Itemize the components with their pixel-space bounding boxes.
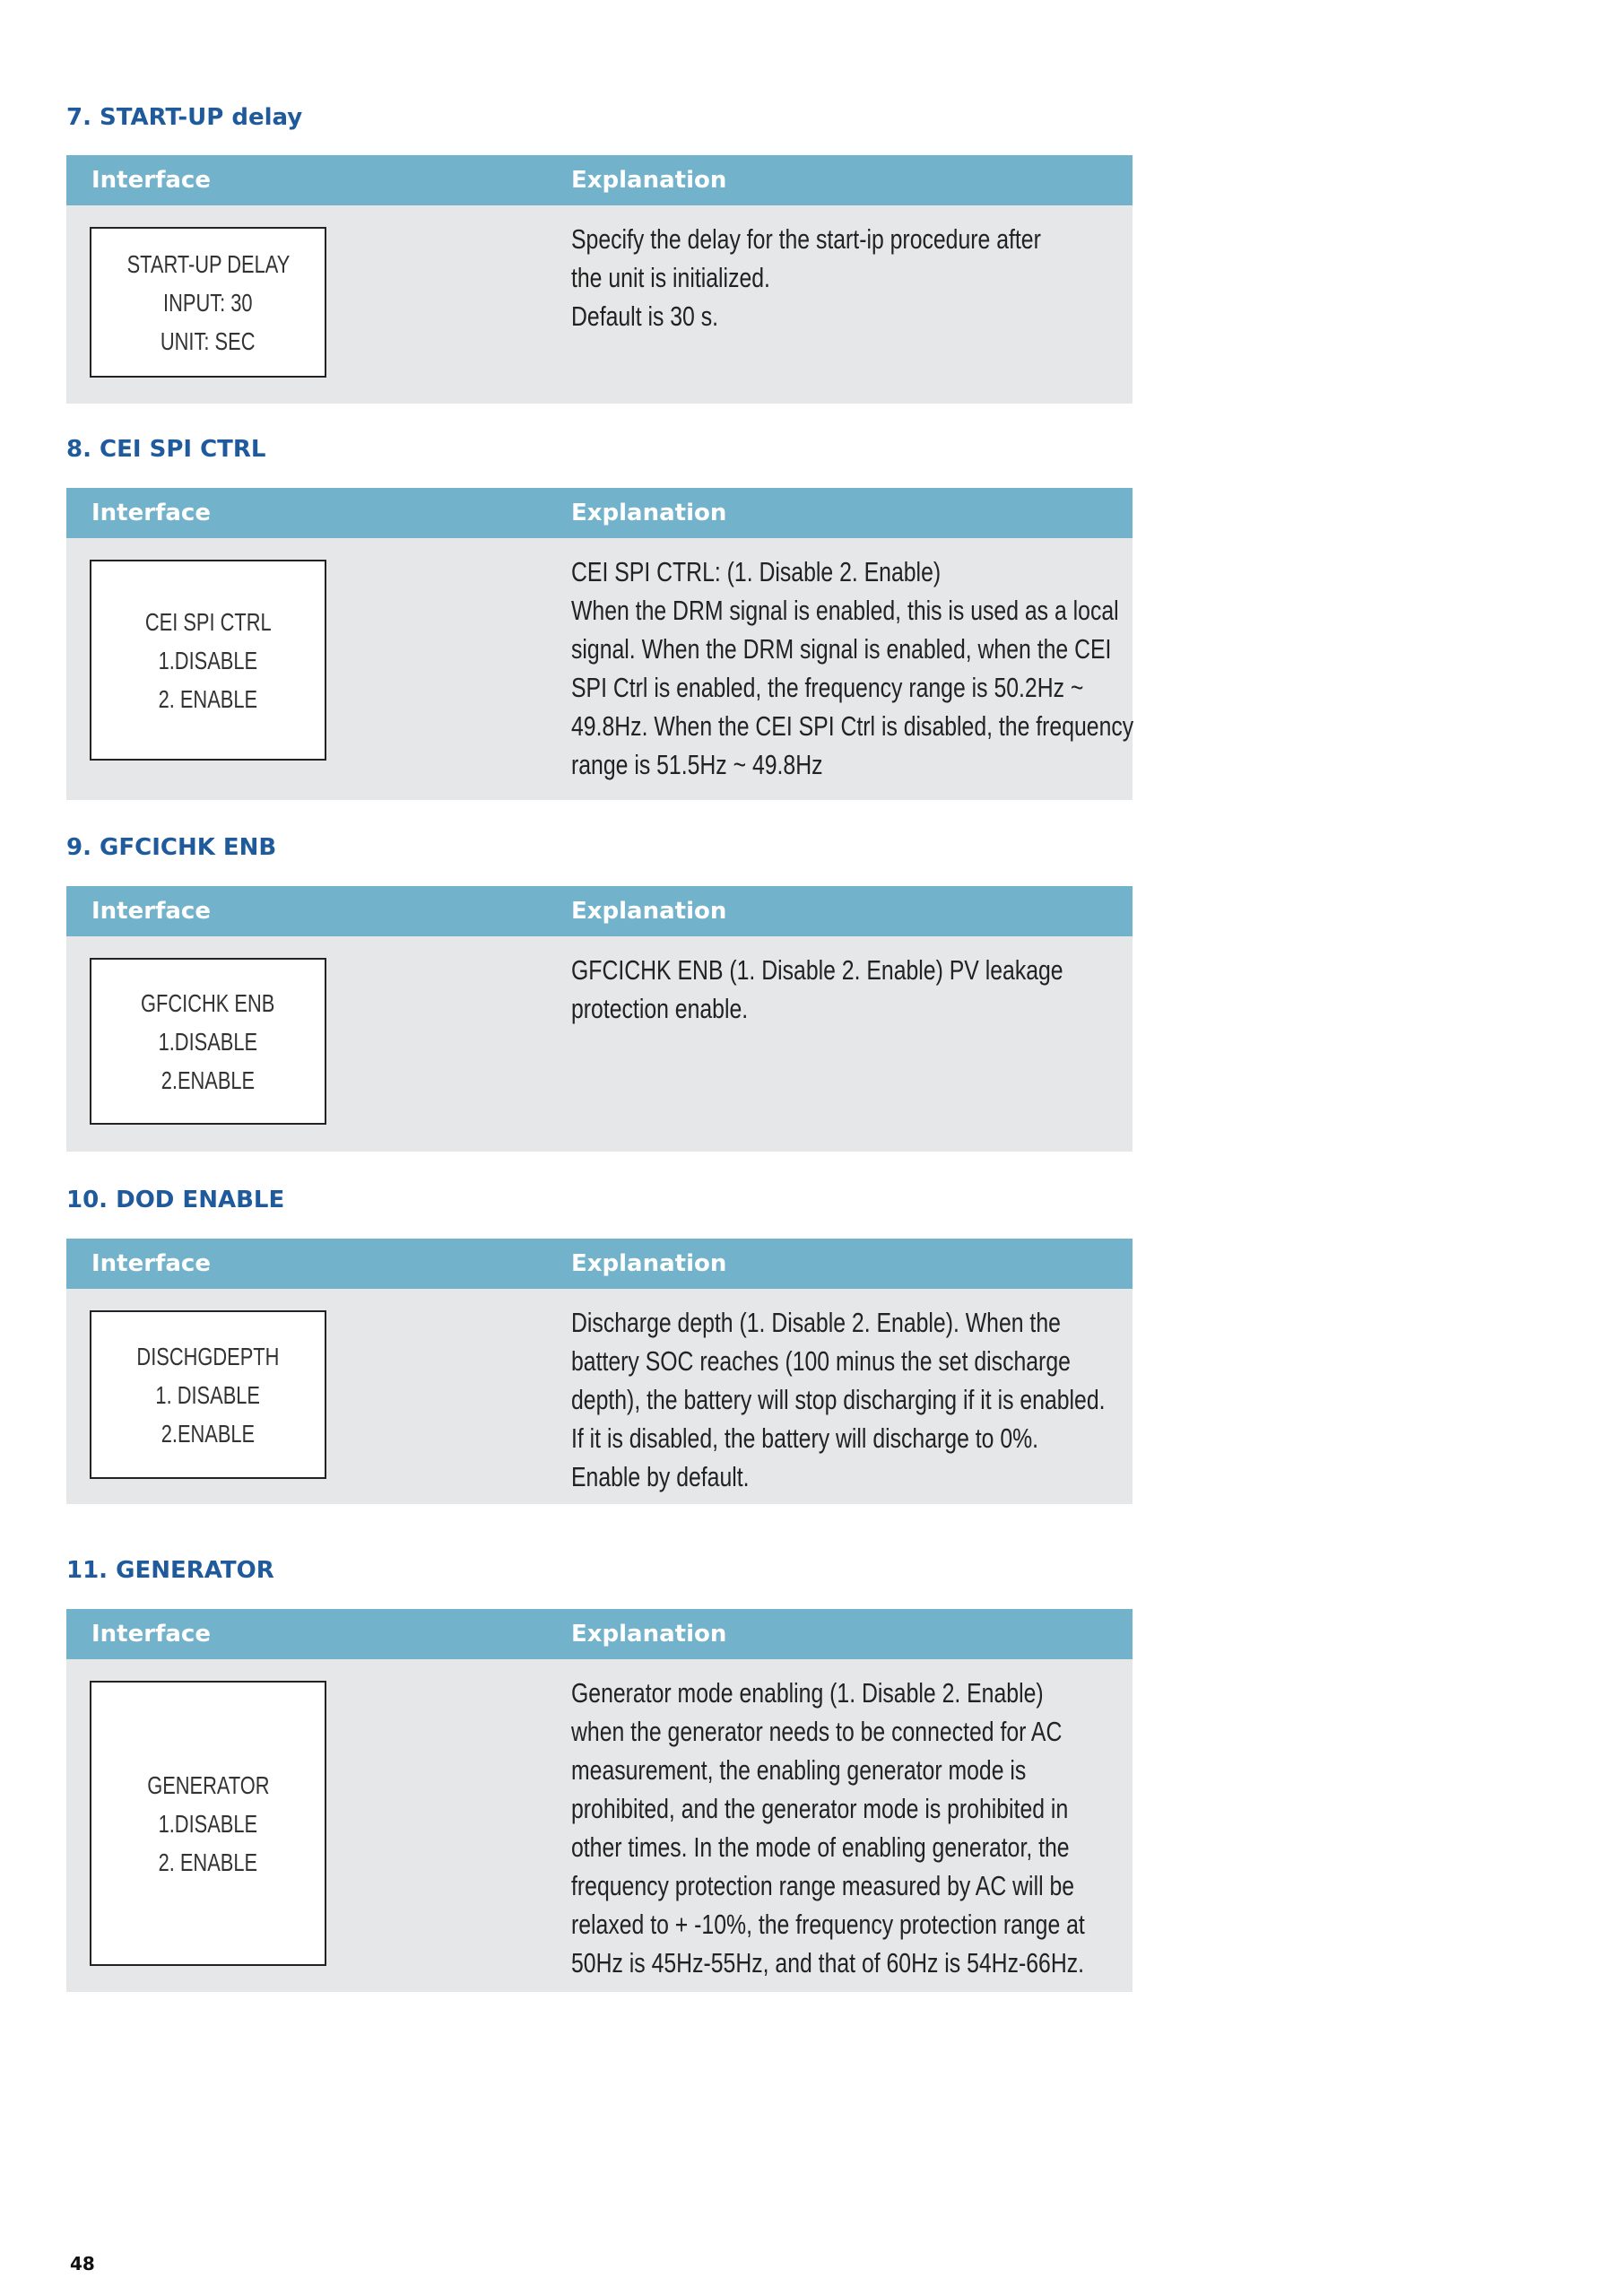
explanation-line: Default is 30 s.	[571, 300, 719, 332]
explanation-text	[571, 220, 1145, 335]
table-header	[66, 155, 1133, 205]
screen-line: 1.DISABLE	[158, 1027, 258, 1056]
explanation-header: Explanation	[571, 898, 727, 925]
table-header	[66, 1609, 1133, 1659]
section-title-cei-spi-ctrl: 8. CEI SPI CTRL	[66, 436, 266, 463]
screen-line: 2. ENABLE	[158, 684, 258, 713]
screen-line: 1.DISABLE	[158, 646, 258, 674]
explanation-text	[571, 1303, 1145, 1496]
explanation-line: other times. In the mode of enabling generator, the	[571, 1831, 1070, 1863]
table-body	[66, 936, 1133, 1152]
section-title-startup-delay: 7. START-UP delay	[66, 104, 303, 131]
explanation-line: signal. When the DRM signal is enabled, when the CEI	[571, 633, 1112, 665]
explanation-header: Explanation	[571, 500, 727, 526]
screen-line: 1. DISABLE	[155, 1380, 261, 1409]
generator-table	[66, 1609, 1133, 1992]
startup-delay-table	[66, 155, 1133, 404]
explanation-line: the unit is initialized.	[571, 262, 770, 293]
screen-line: 1.DISABLE	[158, 1809, 258, 1838]
lcd-screen	[90, 958, 326, 1125]
page-number: 48	[70, 2253, 95, 2274]
interface-header: Interface	[91, 500, 211, 526]
explanation-header: Explanation	[571, 1621, 727, 1648]
explanation-text	[571, 552, 1145, 784]
explanation-line: When the DRM signal is enabled, this is used as a local	[571, 595, 1119, 626]
explanation-text	[571, 1674, 1145, 1982]
interface-header: Interface	[91, 1250, 211, 1277]
interface-header: Interface	[91, 167, 211, 194]
explanation-line: frequency protection range measured by AC will be	[571, 1870, 1075, 1901]
interface-header: Interface	[91, 898, 211, 925]
explanation-line: CEI SPI CTRL: (1. Disable 2. Enable)	[571, 556, 942, 587]
explanation-line: when the generator needs to be connected for AC	[571, 1716, 1063, 1747]
screen-line: GFCICHK ENB	[141, 988, 275, 1017]
explanation-line: battery SOC reaches (100 minus the set discharge	[571, 1345, 1071, 1377]
explanation-line: Specify the delay for the start-ip procedure after	[571, 223, 1041, 255]
dod-enable-table	[66, 1239, 1133, 1504]
interface-header: Interface	[91, 1621, 211, 1648]
section-title-generator: 11. GENERATOR	[66, 1557, 274, 1584]
explanation-line: 50Hz is 45Hz-55Hz, and that of 60Hz is 54Hz-66Hz.	[571, 1947, 1085, 1979]
table-body	[66, 1289, 1133, 1504]
table-body	[66, 1659, 1133, 1992]
explanation-header: Explanation	[571, 1250, 727, 1277]
explanation-line: range is 51.5Hz ~ 49.8Hz	[571, 749, 823, 780]
explanation-line: prohibited, and the generator mode is prohibited in	[571, 1793, 1069, 1824]
explanation-line: GFCICHK ENB (1. Disable 2. Enable) PV leakage	[571, 954, 1063, 986]
screen-line: 2.ENABLE	[161, 1419, 256, 1448]
explanation-line: Enable by default.	[571, 1461, 750, 1492]
explanation-line: depth), the battery will stop discharging if it is enabled.	[571, 1384, 1106, 1415]
lcd-screen	[90, 227, 326, 378]
screen-line: CEI SPI CTRL	[144, 607, 272, 636]
screen-line: INPUT: 30	[163, 288, 253, 317]
screen-line: 2. ENABLE	[158, 1848, 258, 1876]
explanation-line: protection enable.	[571, 993, 749, 1024]
table-body	[66, 205, 1133, 404]
screen-line: 2.ENABLE	[161, 1065, 256, 1094]
table-header	[66, 488, 1133, 538]
table-header	[66, 1239, 1133, 1289]
explanation-line: 49.8Hz. When the CEI SPI Ctrl is disabled, the frequency	[571, 710, 1134, 742]
explanation-line: SPI Ctrl is enabled, the frequency range is 50.2Hz ~	[571, 672, 1084, 703]
screen-line: START-UP DELAY	[126, 249, 290, 278]
explanation-text	[571, 951, 1145, 1028]
explanation-header: Explanation	[571, 167, 727, 194]
explanation-line: relaxed to + -10%, the frequency protection range at	[571, 1909, 1085, 1940]
lcd-screen	[90, 1681, 326, 1966]
cei-spi-ctrl-table	[66, 488, 1133, 800]
table-body	[66, 538, 1133, 800]
lcd-screen	[90, 560, 326, 761]
screen-line: UNIT: SEC	[161, 326, 256, 355]
explanation-line: measurement, the enabling generator mode is	[571, 1754, 1027, 1786]
table-header	[66, 886, 1133, 936]
lcd-screen	[90, 1310, 326, 1479]
explanation-line: Discharge depth (1. Disable 2. Enable). When the	[571, 1307, 1061, 1338]
screen-line: GENERATOR	[146, 1770, 270, 1799]
explanation-line: If it is disabled, the battery will discharge to 0%.	[571, 1422, 1039, 1454]
explanation-line: Generator mode enabling (1. Disable 2. Enable)	[571, 1677, 1044, 1709]
section-title-dod-enable: 10. DOD ENABLE	[66, 1187, 285, 1213]
gfcichk-enb-table	[66, 886, 1133, 1152]
section-title-gfcichk-enb: 9. GFCICHK ENB	[66, 834, 277, 861]
screen-line: DISCHGDEPTH	[136, 1342, 280, 1370]
